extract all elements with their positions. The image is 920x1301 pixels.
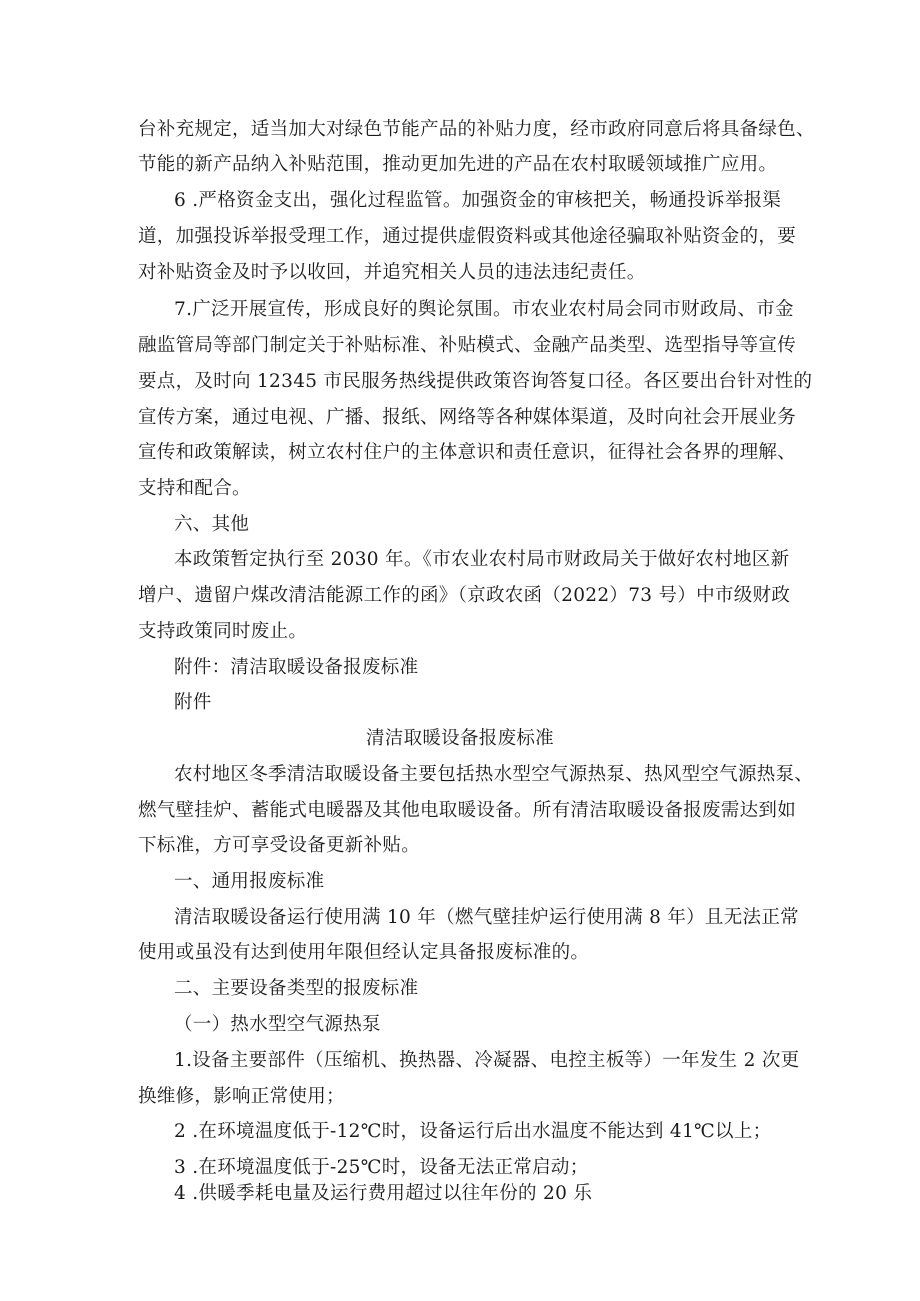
paragraph-line: 使用或虽没有达到使用年限但经认定具备报废标准的。 xyxy=(138,942,590,963)
paragraph-line: 6 .严格资金支出，强化过程监管。加强资金的审核把关，畅通投诉举报渠 xyxy=(174,190,782,211)
list-item: 3 .在环境温度低于-25℃时，设备无法正常启动； xyxy=(174,1157,589,1178)
section-heading: 二、主要设备类型的报废标准 xyxy=(174,978,419,999)
subsection-heading: （一）热水型空气源热泵 xyxy=(174,1014,381,1035)
paragraph-line: 农村地区冬季清洁取暖设备主要包括热水型空气源热泵、热风型空气源热泵、 xyxy=(174,764,814,785)
paragraph-line: 对补贴资金及时予以收回，并追究相关人员的违法违纪责任。 xyxy=(138,262,646,283)
paragraph-line: 节能的新产品纳入补贴范围，推动更加先进的产品在农村取暖领域推广应用。 xyxy=(138,154,778,175)
paragraph-line: 要点，及时向 12345 市民服务热线提供政策咨询答复口径。各区要出台针对性的 xyxy=(138,371,813,392)
paragraph-line: 支持和配合。 xyxy=(138,478,251,499)
list-item: 2 .在环境温度低于-12℃时，设备运行后出水温度不能达到 41℃以上； xyxy=(174,1121,772,1142)
section-heading: 六、其他 xyxy=(174,514,250,535)
paragraph-line: 台补充规定，适当加大对绿色节能产品的补贴力度，经市政府同意后将具备绿色、 xyxy=(138,119,815,140)
list-item: 1.设备主要部件（压缩机、换热器、冷凝器、电控主板等）一年发生 2 次更 xyxy=(174,1050,800,1071)
paragraph-line: 宣传方案，通过电视、广播、报纸、网络等各种媒体渠道，及时向社会开展业务 xyxy=(138,407,797,428)
paragraph-line: 增户、遗留户煤改清洁能源工作的函》（京政农函（2022）73 号）中市级财政 xyxy=(138,585,791,606)
paragraph-line: 支持政策同时废止。 xyxy=(138,621,308,642)
paragraph-line: 7.广泛开展宣传，形成良好的舆论氛围。市农业农村局会同市财政局、市金 xyxy=(174,299,794,320)
paragraph-line: 本政策暂定执行至 2030 年。《市农业农村局市财政局关于做好农村地区新 xyxy=(174,549,790,570)
paragraph-line: 宣传和政策解读，树立农村住户的主体意识和责任意识，征得社会各界的理解、 xyxy=(138,442,797,463)
paragraph-line: 燃气壁挂炉、蓄能式电暖器及其他电取暖设备。所有清洁取暖设备报废需达到如 xyxy=(138,800,797,821)
paragraph-line: 下标准，方可享受设备更新补贴。 xyxy=(138,835,421,856)
attachment-note: 附件：清洁取暖设备报废标准 xyxy=(174,657,419,678)
paragraph-line: 清洁取暖设备运行使用满 10 年（燃气壁挂炉运行使用满 8 年）且无法正常 xyxy=(174,907,799,928)
attachment-title: 清洁取暖设备报废标准 xyxy=(365,728,554,749)
paragraph-line: 道，加强投诉举报受理工作，通过提供虚假资料或其他途径骗取补贴资金的，要 xyxy=(138,226,797,247)
section-heading: 一、通用报废标准 xyxy=(174,871,325,892)
attachment-label: 附件 xyxy=(174,692,212,713)
paragraph-line: 融监管局等部门制定关于补贴标准、补贴模式、金融产品类型、选型指导等宣传 xyxy=(138,335,797,356)
list-item: 4 .供暖季耗电量及运行费用超过以往年份的 20 乐 xyxy=(174,1183,593,1204)
list-item-continuation: 换维修，影响正常使用； xyxy=(138,1086,345,1107)
